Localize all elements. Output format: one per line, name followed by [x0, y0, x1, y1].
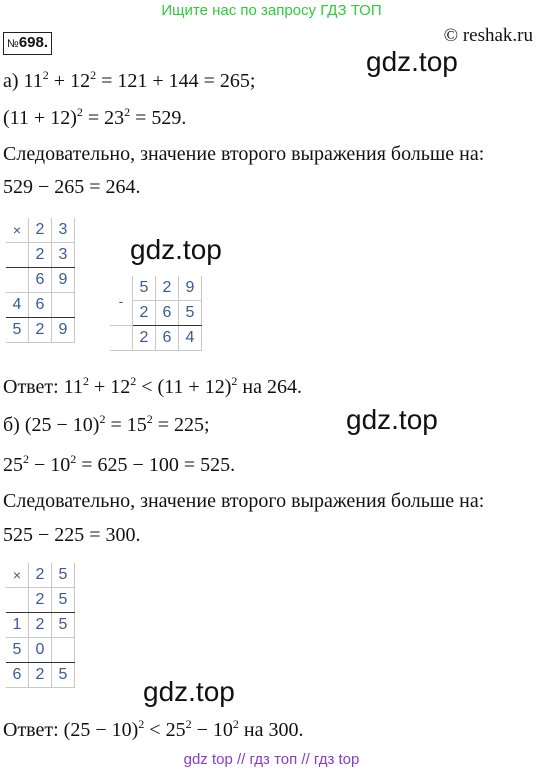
text: а) 11 [3, 70, 43, 92]
digit: 9 [179, 276, 202, 301]
watermark: gdz.top [143, 676, 235, 707]
multiplication-table-b [6, 563, 75, 688]
task-number-value: 698. [18, 34, 49, 51]
digit: 6 [6, 663, 29, 688]
text: = 225; [152, 414, 210, 436]
part-a-conclusion: Следовательно, значение второго выражения больше на: [3, 143, 485, 165]
part-a-line-2 [3, 107, 186, 130]
part-a-line-1 [3, 70, 255, 93]
exponent: 2 [76, 105, 83, 119]
digit: 9 [52, 318, 75, 343]
digit [52, 638, 75, 663]
text: Ответ: 11 [3, 376, 83, 398]
part-b-answer [3, 719, 303, 742]
watermark: gdz.top [366, 46, 458, 77]
digit: 3 [52, 243, 75, 268]
watermark: gdz.top [346, 404, 438, 435]
part-b-line-1 [3, 414, 210, 437]
text: − 10 [191, 719, 233, 741]
text: = 121 + 144 = 265; [96, 70, 256, 92]
exponent: 2 [23, 452, 29, 466]
digit: 2 [29, 588, 52, 613]
digit: 5 [133, 276, 156, 301]
digit [52, 293, 75, 318]
text: = 625 − 100 = 525. [76, 454, 236, 476]
part-b-conclusion: Следовательно, значение второго выражения больше на: [3, 490, 485, 512]
digit: 2 [29, 218, 52, 243]
digit: 6 [156, 301, 179, 326]
exponent: 2 [99, 412, 106, 426]
exponent: 2 [185, 717, 192, 731]
digit [6, 588, 29, 613]
subtraction-table-a [110, 276, 202, 351]
text: Ответ: (25 − 10) [3, 719, 139, 741]
text: = 15 [105, 414, 147, 436]
footer-links: gdz top // гдз топ // гдз top [183, 751, 360, 768]
digit: 2 [29, 613, 52, 638]
task-number [3, 32, 52, 55]
exponent: 2 [231, 374, 238, 388]
text: на 264. [237, 376, 302, 398]
digit: 4 [6, 293, 29, 318]
digit: 2 [156, 276, 179, 301]
digit: 6 [29, 268, 52, 293]
text: = 23 [82, 107, 125, 129]
times-sign: × [6, 563, 29, 588]
search-banner: Ищите нас по запросу ГДЗ ТОП [161, 2, 382, 19]
digit [6, 268, 29, 293]
digit: 2 [29, 663, 52, 688]
digit: 5 [6, 638, 29, 663]
exponent: 2 [70, 452, 77, 466]
exponent: 2 [82, 374, 89, 388]
digit [110, 326, 133, 351]
text: + 12 [88, 376, 131, 398]
exponent: 2 [146, 412, 153, 426]
digit: 6 [156, 326, 179, 351]
digit: 9 [52, 268, 75, 293]
text: + 12 [48, 70, 91, 92]
number-sign: № [7, 38, 19, 50]
minus-sign: - [110, 276, 133, 326]
exponent: 2 [130, 374, 137, 388]
multiplication-table-a [6, 218, 75, 343]
part-b-line-2 [3, 454, 235, 477]
text: < (11 + 12) [136, 376, 232, 398]
digit: 2 [29, 563, 52, 588]
text: (11 + 12) [3, 107, 77, 129]
digit [6, 243, 29, 268]
exponent: 2 [90, 68, 97, 82]
digit: 4 [179, 326, 202, 351]
text: − 10 [29, 454, 71, 476]
copyright-text: © reshak.ru [443, 25, 533, 46]
digit: 2 [29, 243, 52, 268]
digit: 5 [179, 301, 202, 326]
digit: 2 [29, 318, 52, 343]
digit: 5 [52, 663, 75, 688]
digit: 5 [52, 588, 75, 613]
text: 25 [3, 454, 23, 476]
text: б) (25 − 10) [3, 414, 100, 436]
text: = 529. [130, 107, 187, 129]
exponent: 2 [232, 717, 239, 731]
part-b-difference: 525 − 225 = 300. [3, 524, 141, 546]
digit: 3 [52, 218, 75, 243]
part-a-difference: 529 − 265 = 264. [3, 176, 141, 198]
digit: 2 [133, 301, 156, 326]
times-sign: × [6, 218, 29, 243]
digit: 1 [6, 613, 29, 638]
digit: 5 [52, 613, 75, 638]
text: < 25 [144, 719, 186, 741]
digit: 0 [29, 638, 52, 663]
digit: 2 [133, 326, 156, 351]
exponent: 2 [138, 717, 145, 731]
digit: 5 [6, 318, 29, 343]
exponent: 2 [124, 105, 131, 119]
part-a-answer [3, 376, 302, 399]
digit: 5 [52, 563, 75, 588]
watermark: gdz.top [130, 234, 222, 265]
text: на 300. [238, 719, 304, 741]
exponent: 2 [42, 68, 49, 82]
digit: 6 [29, 293, 52, 318]
